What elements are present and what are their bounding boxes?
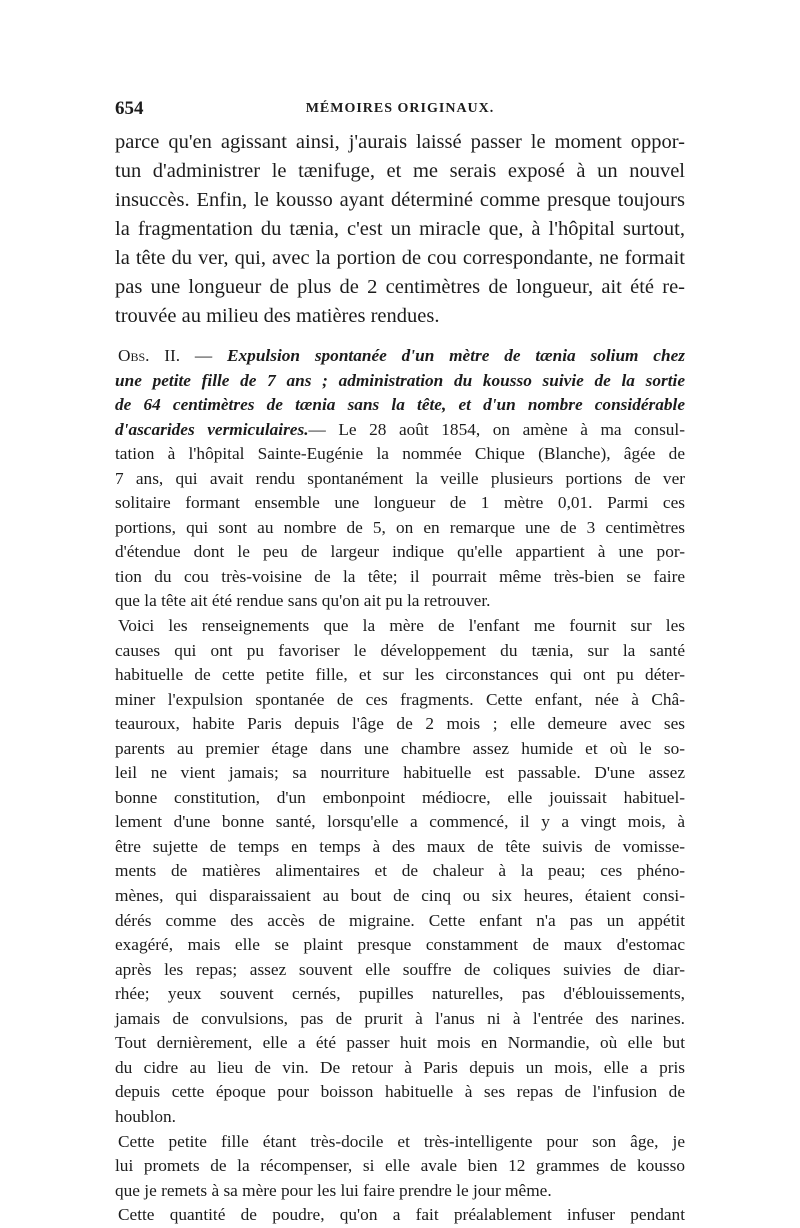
observation-label: Obs. II. — [118, 346, 228, 365]
text-line: parce qu'en agissant ainsi, j'aurais laissé passer le moment oppor- [115, 131, 685, 153]
observation-section [115, 344, 685, 1228]
observation-title: Expulsion spontanée d'un mètre de tænia solium chez [227, 346, 685, 365]
text-line: Cette petite fille étant très-docile et très-intelligente pour son âge, je [118, 1131, 685, 1151]
text-line: teauroux, habite Paris depuis l'âge de 2 mois ; elle demeure avec ses [115, 714, 685, 734]
text-line: habituelle de cette petite fille, et sur les circonstances qui ont pu déter- [115, 665, 685, 685]
observation-title-line: de 64 centimètres de tænia sans la tête, et d'un nombre considérable [115, 395, 685, 415]
text-line: jamais de convulsions, pas de prurit à l'anus ni à l'entrée des narines. [115, 1008, 685, 1028]
text-line: mènes, qui disparaissaient au bout de cinq ou six heures, étaient consi- [115, 886, 685, 906]
observation-title-line [115, 418, 685, 443]
text-line: depuis cette époque pour boisson habituelle à ses repas de l'infusion de [115, 1082, 685, 1102]
continuation-paragraph [115, 128, 685, 331]
text-line: solitaire formant ensemble une longueur de 1 mètre 0,01. Parmi ces [115, 493, 685, 513]
observation-text-start: — Le 28 août 1854, on amène à ma consul- [308, 419, 685, 439]
text-line: d'étendue dont le peu de largeur indique qu'elle appartient à une por- [115, 542, 685, 562]
observation-heading-line [115, 344, 685, 369]
text-line: lement d'une bonne santé, lorsqu'elle a commencé, il y a vingt mois, à [115, 812, 685, 832]
text-line: que je remets à sa mère pour les lui faire prendre le jour même. [115, 1180, 552, 1200]
text-line: ments de matières alimentaires et de chaleur à la peau; ces phéno- [115, 861, 685, 881]
text-line: Tout dernièrement, elle a été passer huit mois en Normandie, où elle but [115, 1033, 685, 1053]
text-line: lui promets de la récompenser, si elle avale bien 12 grammes de kousso [115, 1156, 685, 1176]
page-body [115, 128, 685, 1228]
text-line: la fragmentation du tænia, c'est un miracle que, à l'hôpital surtout, [115, 218, 685, 240]
text-line: du cidre au lieu de vin. De retour à Paris depuis un mois, elle a pris [115, 1057, 685, 1077]
text-line: tion du cou très-voisine de la tête; il pourrait même très-bien se faire [115, 566, 685, 586]
text-line: exagéré, mais elle se plaint presque constamment de maux d'estomac [115, 935, 685, 955]
text-line: leil ne vient jamais; sa nourriture habituelle est passable. D'une assez [115, 763, 685, 783]
text-line: être sujette de temps en temps à des maux de tête suivis de vomisse- [115, 836, 685, 856]
observation-title-end: d'ascarides vermiculaires. [115, 419, 309, 439]
text-line: causes qui ont pu favoriser le développement du tænia, sur la santé [115, 640, 685, 660]
page-header [115, 98, 685, 124]
text-line: tation à l'hôpital Sainte-Eugénie la nommée Chique (Blanche), âgée de [115, 444, 685, 464]
text-line: Voici les renseignements que la mère de l'enfant me fournit sur les [118, 616, 685, 636]
text-line: après les repas; assez souvent elle souffre de coliques suivies de diar- [115, 959, 685, 979]
page-number: 654 [115, 98, 144, 119]
text-line: houblon. [115, 1106, 176, 1126]
text-line: trouvée au milieu des matières rendues. [115, 305, 440, 327]
running-title: MÉMOIRES ORIGINAUX. [305, 101, 495, 116]
text-line: tun d'administrer le tænifuge, et me serais exposé à un nouvel [115, 160, 685, 182]
text-line: rhée; yeux souvent cernés, pupilles naturelles, pas d'éblouissements, [115, 984, 685, 1004]
text-line: la tête du ver, qui, avec la portion de cou correspondante, ne formait [115, 247, 685, 269]
text-line: insuccès. Enfin, le kousso ayant déterminé comme presque toujours [115, 189, 685, 211]
text-line: Cette quantité de poudre, qu'on a fait préalablement infuser pendant [118, 1205, 685, 1225]
text-line: portions, qui sont au nombre de 5, on en remarque une de 3 centimètres [115, 517, 685, 537]
text-line: 7 ans, qui avait rendu spontanément la veille plusieurs portions de ver [115, 468, 685, 488]
text-line: dérés comme des accès de migraine. Cette enfant n'a pas un appétit [115, 910, 685, 930]
text-line: que la tête ait été rendue sans qu'on ait pu la retrouver. [115, 591, 491, 611]
observation-title-line: une petite fille de 7 ans ; administration du kousso suivie de la sortie [115, 370, 685, 390]
text-line: miner l'expulsion spontanée de ces fragments. Cette enfant, née à Châ- [115, 689, 685, 709]
text-line: pas une longueur de plus de 2 centimètres de longueur, ait été re- [115, 276, 685, 298]
text-line: parents au premier étage dans une chambre assez humide et où le so- [115, 738, 685, 758]
text-line: bonne constitution, d'un embonpoint médiocre, elle jouissait habituel- [115, 787, 685, 807]
